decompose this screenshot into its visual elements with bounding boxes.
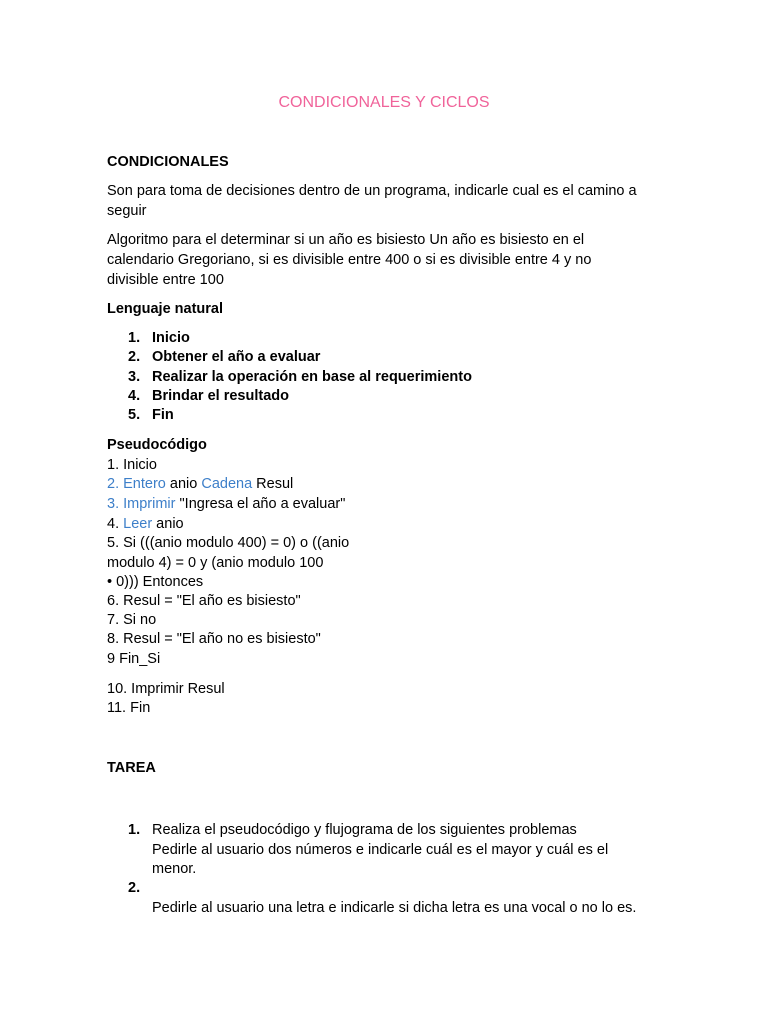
paragraph-definition-line2: seguir bbox=[107, 203, 147, 219]
pseudocode-line: • 0))) Entonces bbox=[107, 574, 204, 590]
pseudocode-line: 1. Inicio bbox=[107, 457, 157, 473]
paragraph-definition-line1: Son para toma de decisiones dentro de un programa, indicarle cual es el camino a bbox=[107, 183, 637, 199]
pseudocode-number: 3. bbox=[107, 496, 120, 512]
pseudocode-text: anio bbox=[152, 516, 184, 532]
list-item-number: 5. bbox=[128, 407, 141, 423]
paragraph-algorithm-line3: divisible entre 100 bbox=[107, 272, 224, 288]
list-item: Realizar la operación en base al requerimiento bbox=[152, 369, 472, 385]
pseudocode-line bbox=[107, 515, 184, 535]
pseudocode-text: anio bbox=[165, 476, 202, 492]
list-item: Obtener el año a evaluar bbox=[152, 349, 321, 365]
list-item: Realiza el pseudocódigo y flujograma de los siguientes problemas bbox=[152, 822, 577, 838]
pseudocode-text: "Ingresa el año a evaluar" bbox=[175, 496, 346, 512]
heading-lenguaje-natural: Lenguaje natural bbox=[107, 301, 224, 317]
pseudocode-line: 9 Fin_Si bbox=[107, 651, 161, 667]
pseudocode-line: 10. Imprimir Resul bbox=[107, 681, 225, 697]
keyword-cadena: Cadena bbox=[201, 476, 253, 492]
pseudocode-number: 4. bbox=[107, 516, 124, 532]
list-item: Pedirle al usuario una letra e indicarle si dicha letra es una vocal o no lo es. bbox=[152, 900, 637, 916]
pseudocode-number: 2. bbox=[107, 476, 120, 492]
keyword-leer: Leer bbox=[123, 516, 153, 532]
heading-tarea: TAREA bbox=[107, 760, 156, 776]
paragraph-algorithm-line2: calendario Gregoriano, si es divisible entre 400 o si es divisible entre 4 y no bbox=[107, 252, 592, 268]
list-item-number: 2. bbox=[128, 349, 141, 365]
list-item-number: 1. bbox=[128, 330, 141, 346]
page-title: CONDICIONALES Y CICLOS bbox=[278, 94, 490, 111]
pseudocode-line: modulo 4) = 0 y (anio modulo 100 bbox=[107, 555, 324, 571]
list-item-number: 4. bbox=[128, 388, 141, 404]
pseudocode-line: 5. Si (((anio modulo 400) = 0) o ((anio bbox=[107, 535, 350, 551]
pseudocode-line: 6. Resul = "El año es bisiesto" bbox=[107, 593, 301, 609]
keyword-imprimir: Imprimir bbox=[123, 496, 176, 512]
list-item-number: 2. bbox=[128, 880, 141, 896]
pseudocode-text: Resul bbox=[252, 476, 294, 492]
list-item: Inicio bbox=[152, 330, 190, 346]
list-item: Fin bbox=[152, 407, 174, 423]
section-heading-condicionales: CONDICIONALES bbox=[107, 154, 229, 170]
list-item-text: menor. bbox=[152, 861, 197, 877]
paragraph-algorithm-line1: Algoritmo para el determinar si un año es bisiesto Un año es bisiesto en el bbox=[107, 232, 585, 248]
pseudocode-line: 8. Resul = "El año no es bisiesto" bbox=[107, 631, 321, 647]
pseudocode-line bbox=[107, 475, 293, 495]
keyword-entero: Entero bbox=[123, 476, 166, 492]
pseudocode-line bbox=[107, 495, 345, 515]
list-item-number: 3. bbox=[128, 369, 141, 385]
heading-pseudocodigo: Pseudocódigo bbox=[107, 437, 207, 453]
pseudocode-line: 7. Si no bbox=[107, 612, 157, 628]
list-item: Brindar el resultado bbox=[152, 388, 289, 404]
pseudocode-line: 11. Fin bbox=[107, 700, 151, 716]
list-item-number: 1. bbox=[128, 822, 141, 838]
list-item-text: Pedirle al usuario dos números e indicarle cuál es el mayor y cuál es el bbox=[152, 842, 609, 858]
